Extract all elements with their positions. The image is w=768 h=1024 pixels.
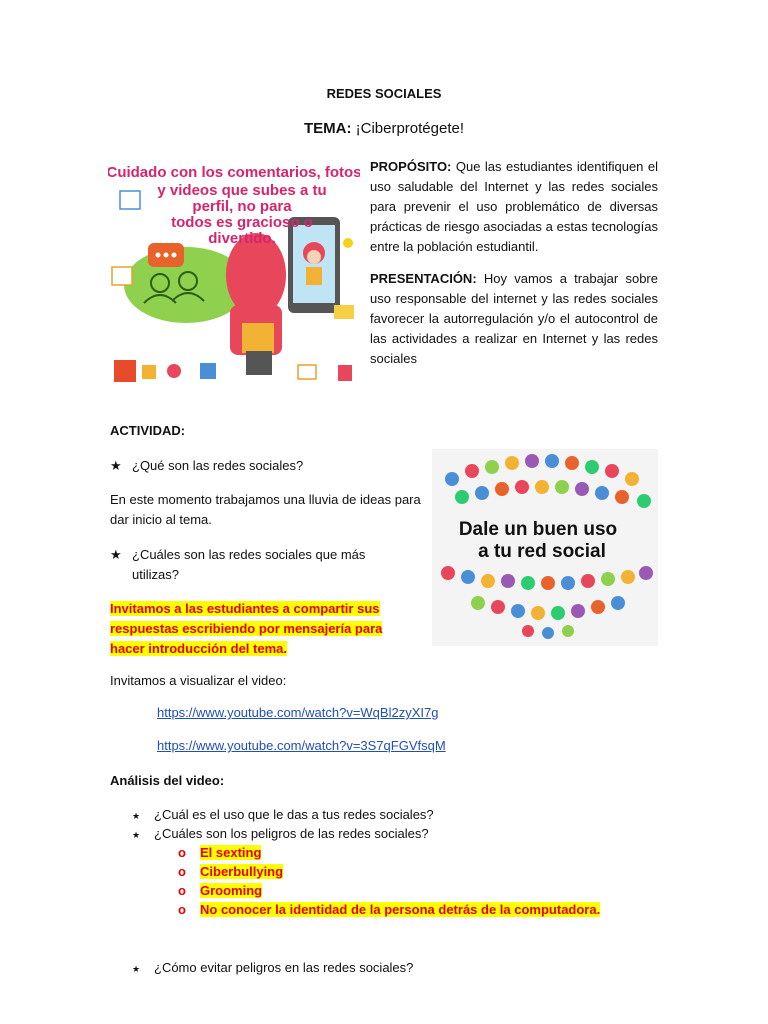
youtube-link-2[interactable]: https://www.youtube.com/watch?v=3S7qFGVfsqM: [157, 738, 446, 753]
presentacion-paragraph: [370, 269, 658, 369]
tema-value: ¡Ciberprotégete!: [355, 120, 465, 137]
star-bullet-icon: ★: [132, 830, 141, 840]
peligro-text: Ciberbullying: [200, 864, 284, 879]
invitamos-highlight-text: Invitamos a las estudiantes a compartir sus respuestas escribiendo por mensajería para hacer introducción del tema.: [110, 601, 383, 656]
proposito-label: PROPÓSITO:: [370, 159, 452, 174]
star-bullet-icon: ★: [132, 964, 141, 974]
illustration-graphic: [108, 155, 360, 390]
svg-text:todos es gracioso o: todos es gracioso o: [171, 214, 313, 231]
analisis-q1-text: ¿Cuál es el uso que le das a tus redes sociales?: [154, 807, 434, 822]
banner-graphic: [432, 449, 658, 646]
circle-bullet-icon: o: [178, 902, 186, 917]
lluvia-paragraph: En este momento trabajamos una lluvia de ideas para dar inicio al tema.: [110, 492, 421, 527]
peligros-list: [178, 843, 600, 919]
banner-line2: a tu red social: [478, 541, 606, 562]
evitar-text: ¿Cómo evitar peligros en las redes sociales?: [154, 960, 414, 975]
invitamos-video-text: Invitamos a visualizar el video:: [110, 673, 287, 688]
bullet-q1: [110, 456, 420, 476]
bullet-q2: [110, 545, 410, 585]
q1-text: ¿Qué son las redes sociales?: [132, 458, 304, 473]
youtube-link-1[interactable]: https://www.youtube.com/watch?v=WqBl2zyXI7g: [157, 705, 439, 720]
peligro-text: El sexting: [200, 845, 262, 860]
proposito-paragraph: [370, 157, 658, 257]
analisis-bullet-1: [132, 805, 434, 826]
peligro-item: [178, 900, 600, 919]
social-network-banner: [432, 449, 658, 646]
peligro-item: [178, 862, 600, 881]
analisis-bullet-2: [132, 824, 429, 845]
peligro-item: [178, 881, 600, 900]
analisis-heading: Análisis del video:: [110, 773, 225, 788]
star-bullet-icon: ★: [110, 458, 122, 473]
circle-bullet-icon: o: [178, 845, 186, 860]
svg-text:divertido.: divertido.: [208, 230, 276, 247]
peligro-text: No conocer la identidad de la persona detrás de la computadora.: [200, 902, 601, 917]
peligro-text: Grooming: [200, 883, 263, 898]
circle-bullet-icon: o: [178, 883, 186, 898]
circle-bullet-icon: o: [178, 864, 186, 879]
star-bullet-icon: ★: [132, 811, 141, 821]
tema-line: [0, 120, 768, 137]
star-bullet-icon: ★: [110, 547, 122, 562]
svg-text:y videos que subes a tu: y videos que subes a tu: [157, 182, 327, 199]
actividad-heading: ACTIVIDAD:: [110, 423, 186, 438]
svg-text:perfil, no para: perfil, no para: [192, 198, 292, 215]
tema-label: TEMA:: [303, 120, 352, 137]
presentacion-text: Hoy vamos a trabajar sobre uso responsable del internet y las redes sociales favorecer la autorregulación y/o el autocontrol de las actividades a realizar en Internet y las redes sociales: [370, 271, 658, 366]
cyberbullying-illustration: [108, 155, 360, 390]
page-title: REDES SOCIALES: [326, 86, 442, 101]
peligro-item: [178, 843, 600, 862]
presentacion-label: PRESENTACIÓN:: [370, 271, 477, 286]
proposito-text: Que las estudiantes identifiquen el uso saludable del Internet y las redes sociales para prevenir el uso problemático de diversas prácticas de riesgo asociadas a estas tecnologías entre la población estudiantil.: [370, 159, 658, 254]
banner-line1: Dale un buen uso: [458, 519, 618, 540]
analisis-q2-text: ¿Cuáles son los peligros de las redes sociales?: [154, 826, 429, 841]
q2-text: ¿Cuáles son las redes sociales que más utilizas?: [132, 547, 366, 582]
evitar-bullet: [132, 958, 413, 979]
svg-text:Cuidado con los comentarios, f: Cuidado con los comentarios, fotos: [108, 164, 360, 181]
invitamos-highlight-paragraph: [110, 599, 400, 659]
